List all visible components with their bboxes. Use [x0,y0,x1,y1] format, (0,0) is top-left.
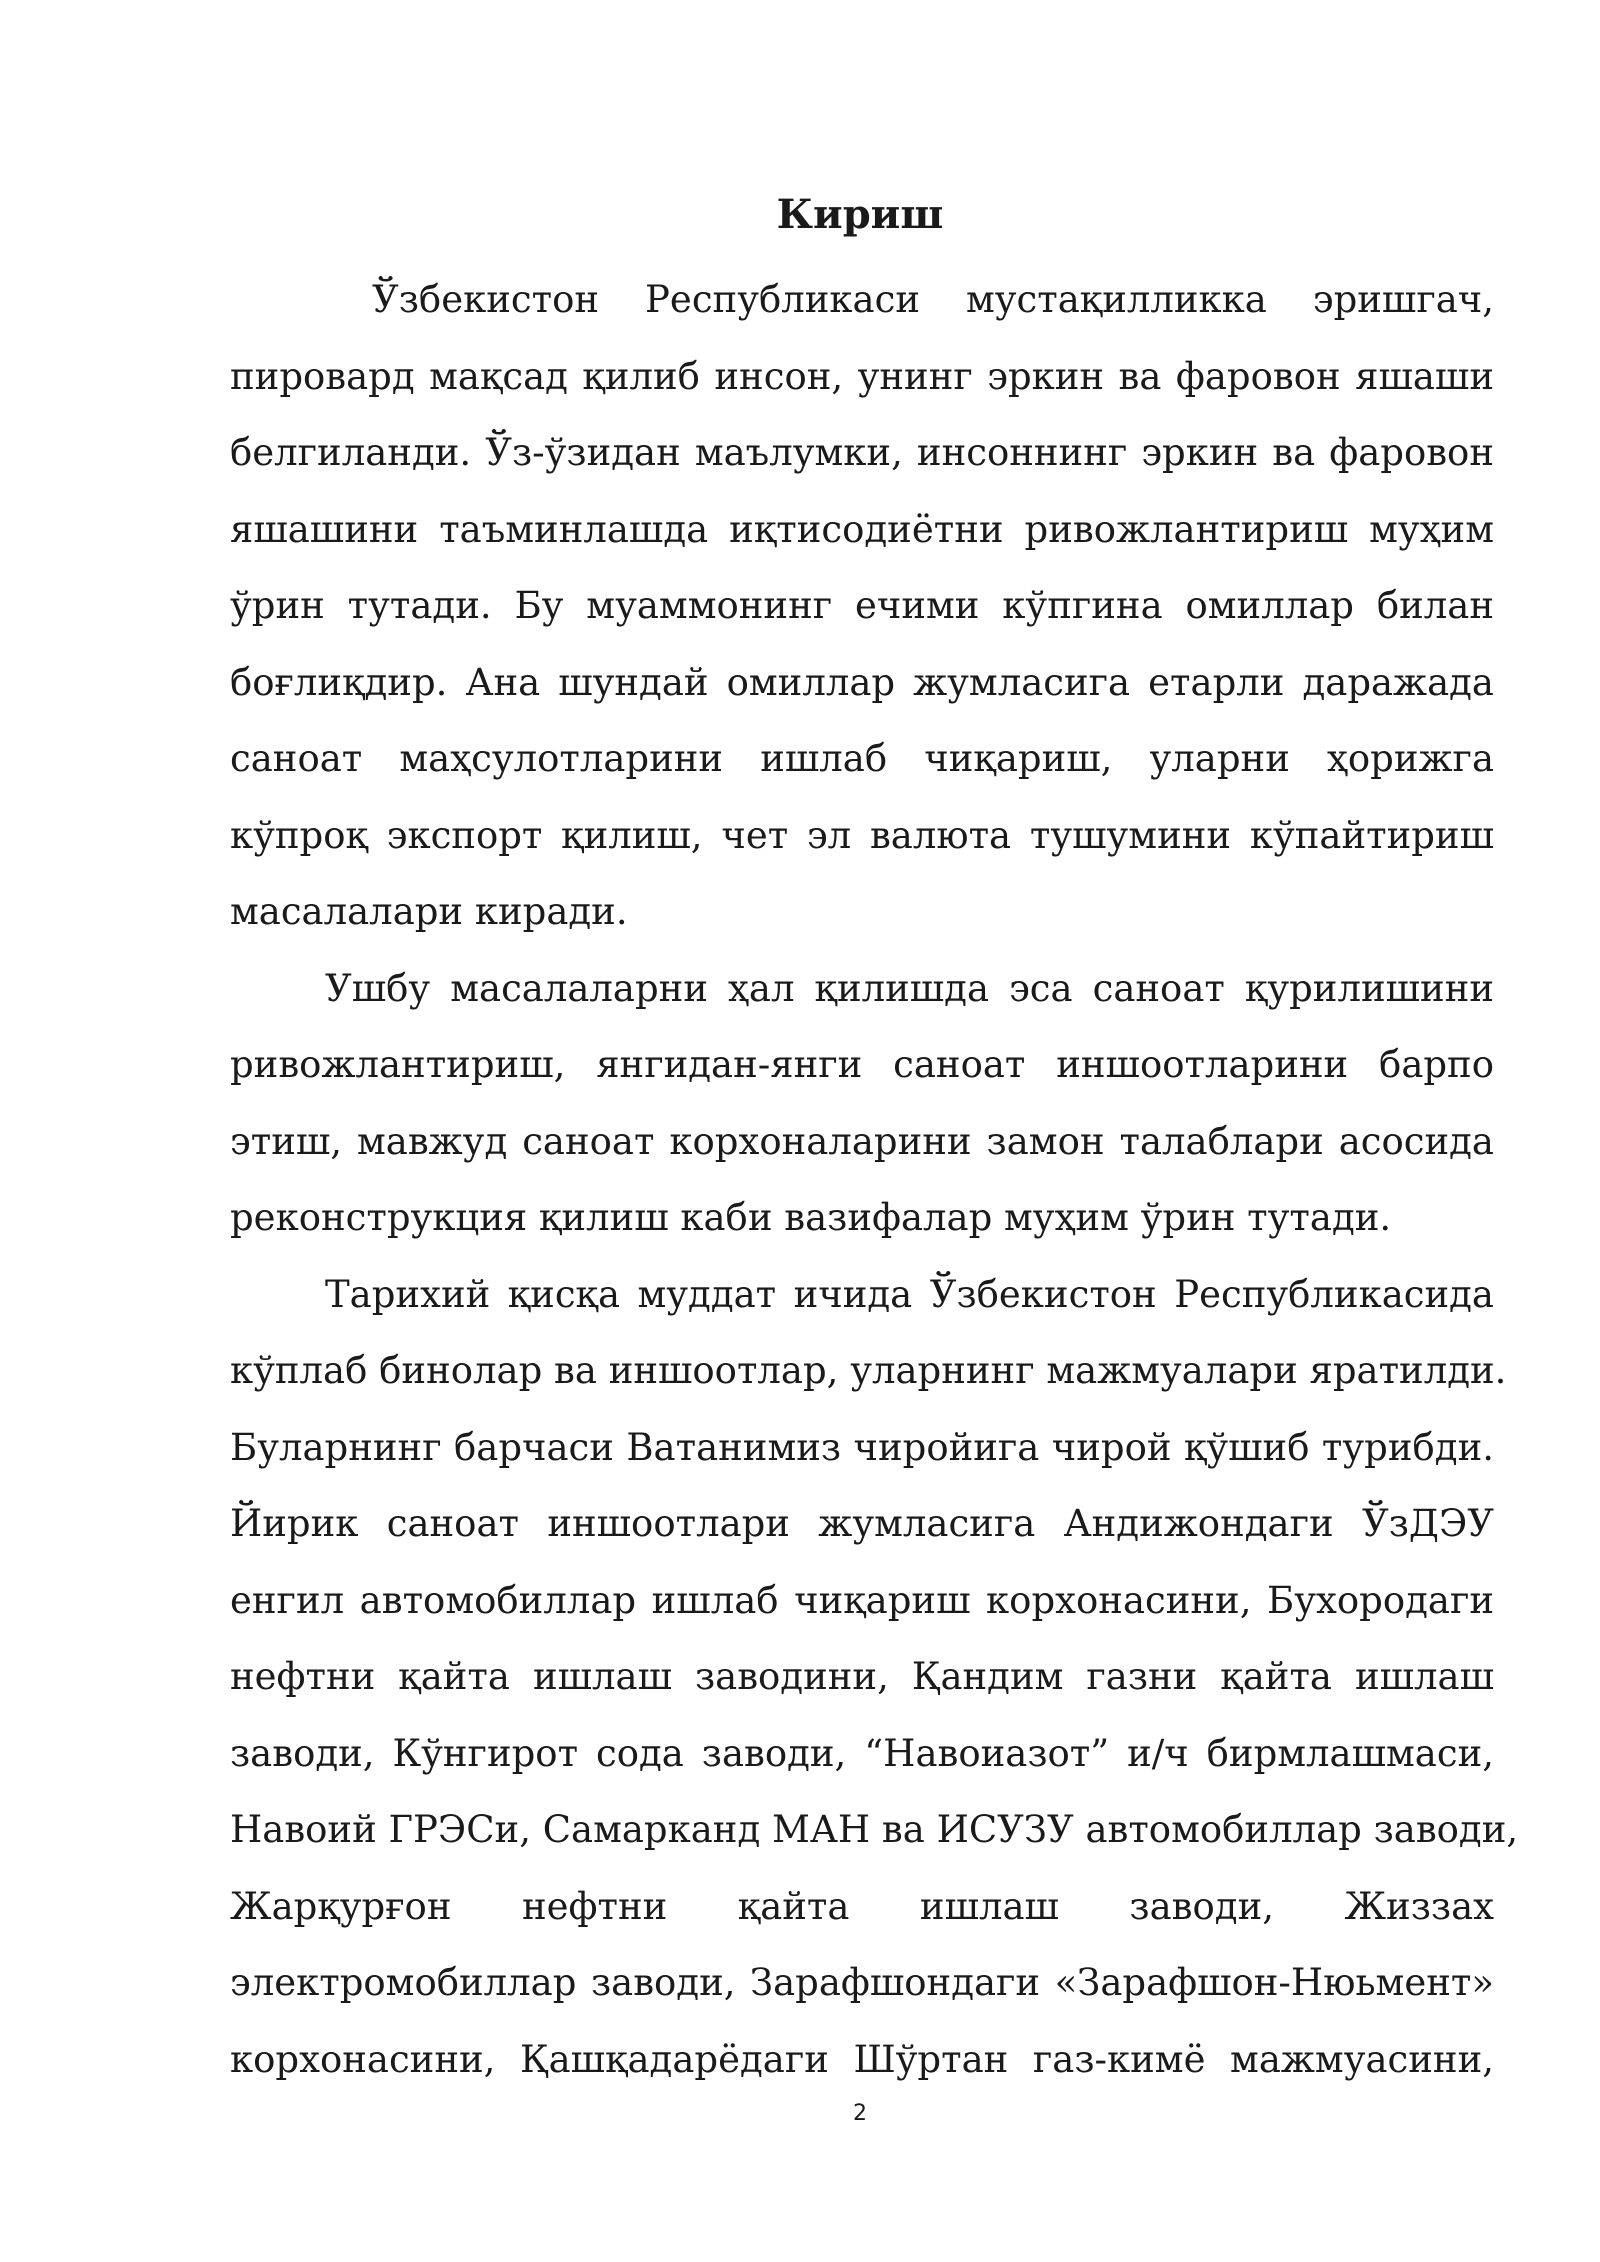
text-line: белгиланди. Ўз-ўзидан маълумки, инсоннинг эркин ва фаровон [230,431,1494,474]
text-line: кўпроқ экспорт қилиш, чет эл валюта тушумини кўпайтириш [230,813,1494,857]
text-line: боғлиқдир. Ана шундай омиллар жумласига етарли даражада [230,660,1494,704]
text-line: енгил автомобиллар ишлаб чиқариш корхонасини, Бухородаги [230,1578,1494,1622]
text-line: реконструкция қилиш каби вазифалар муҳим ўрин тутади. [230,1196,1392,1239]
text-line: ривожлантириш, янгидан-янги саноат иншоотларини барпо [230,1043,1494,1086]
text-line: Тарихий қисқа муддат ичида Ўзбекистон Республикасида [325,1272,1494,1316]
text-line: корхонасини, Қашқадарёдаги Шўртан газ-кимё мажмуасини, [230,2037,1494,2081]
text-line: Йирик саноат иншоотлари жумласига Андижондаги ЎзДЭУ [230,1502,1494,1545]
page-title: Кириш [776,191,944,238]
text-line: Навоий ГРЭСи, Самарканд МАН ва ИСУЗУ автомобиллар заводи, [230,1808,1519,1851]
text-line: кўплаб бинолар ва иншоотлар, уларнинг мажмуалари яратилди. [230,1349,1507,1392]
text-line: Жарқурғон нефтни қайта ишлаш заводи, Жиззах [230,1884,1494,1928]
text-line: Буларнинг барчаси Ватанимиз чиройига чирой қўшиб турибди. [230,1425,1494,1469]
text-line: нефтни қайта ишлаш заводини, Қандим газни қайта ишлаш [230,1655,1494,1698]
text-line: ўрин тутади. Бу муаммонинг ечими кўпгина омиллар билан [230,584,1494,627]
text-line: электромобиллар заводи, Зарафшондаги «Зарафшон-Нюьмент» [230,1961,1494,2004]
text-line: саноат маҳсулотларини ишлаб чиқариш, уларни ҳорижга [230,737,1494,780]
page-number: 2 [853,2101,867,2126]
text-line: масалалари киради. [230,890,628,933]
text-line: заводи, Кўнгирот сода заводи, “Навоиазот” и/ч бирмлашмаси, [230,1731,1494,1775]
text-line: этиш, мавжуд саноат корхоналарини замон талаблари асосида [230,1119,1494,1163]
text-line: яшашини таъминлашда иқтисодиётни ривожлантириш муҳим [230,507,1494,551]
body-text [230,262,1519,2098]
text-line: Ушбу масалаларни ҳал қилишда эса саноат қурилишини [325,966,1494,1010]
text-line: пировард мақсад қилиб инсон, унинг эркин ва фаровон яшаши [230,354,1494,398]
text-line: Ўзбекистон Республикаси мустақилликка эришгач, [372,278,1494,321]
